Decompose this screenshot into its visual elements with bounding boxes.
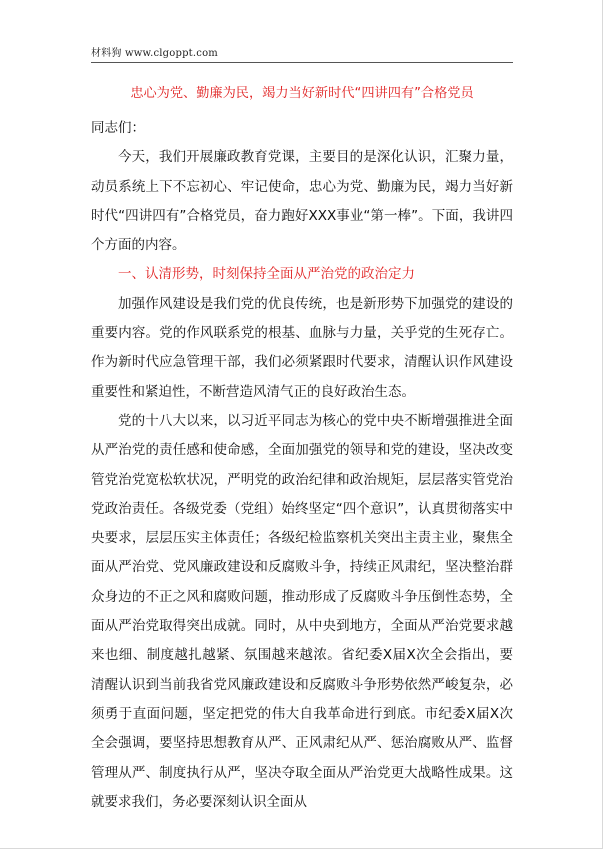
section-heading: 一、认清形势，时刻保持全面从严治党的政治定力 [118, 266, 415, 283]
header-divider [91, 62, 513, 63]
document-body [91, 114, 513, 817]
paragraph-since-18th-congress: 党的十八大以来，以习近平同志为核心的党中央不断增强推进全面从严治党的责任感和使命感，全面加强党的领导和党的建设，坚决改变管党治党宽松软状况，严明党的政治纪律和政治规矩，层层落实管党治党政治责任。各级党委（党组）始终坚定“四个意识”，认真贯彻落实中央要求，层层压实主体责任；各级纪检监察机关突出主责主业，聚焦全面从严治党、党风廉政建设和反腐败斗争，持续正风肃纪，坚决整治群众身边的不正之风和腐败问题，推动形成了反腐败斗争压倒性态势，全面从严治党取得突出成就。同时，从中央到地方，全面从严治党要求越来也细、制度越扎越紧、氛围越来越浓。省纪委X届X次全会指出，要清醒认识到当前我省党风廉政建设和反腐败斗争形势依然严峻复杂，必须勇于直面问题，坚定把党的伟大自我革命进行到底。市纪委X届X次全会强调，要坚持思想教育从严、正风肃纪从严、惩治腐败从严、监督管理从严、制度执行从严，坚决夺取全面从严治党更大战略性成果。这就要求我们，务必要深刻认识全面从 [91, 412, 513, 810]
paragraph-style-building: 加强作风建设是我们党的优良传统，也是新形势下加强党的建设的重要内容。党的作风联系党的根基、血脉与力量，关乎党的生死存亡。作为新时代应急管理干部，我们必须紧跟时代要求，清醒认识作风建设重要性和紧迫性，不断营造风清气正的良好政治生态。 [91, 295, 513, 400]
salutation: 同志们： [91, 120, 145, 136]
paragraph-intro: 今天，我们开展廉政教育党课，主要目的是深化认识，汇聚力量，动员系统上下不忘初心、牢记使命，忠心为党、勤廉为民，竭力当好新时代“四讲四有”合格党员，奋力跑好XXX事业“第一棒”。下面，我讲四个方面的内容。 [91, 149, 513, 254]
document-title: 忠心为党、勤廉为民，竭力当好新时代“四讲四有”合格党员 [130, 86, 474, 101]
page-header: 材料狗 www.clgoppt.com [91, 48, 218, 59]
